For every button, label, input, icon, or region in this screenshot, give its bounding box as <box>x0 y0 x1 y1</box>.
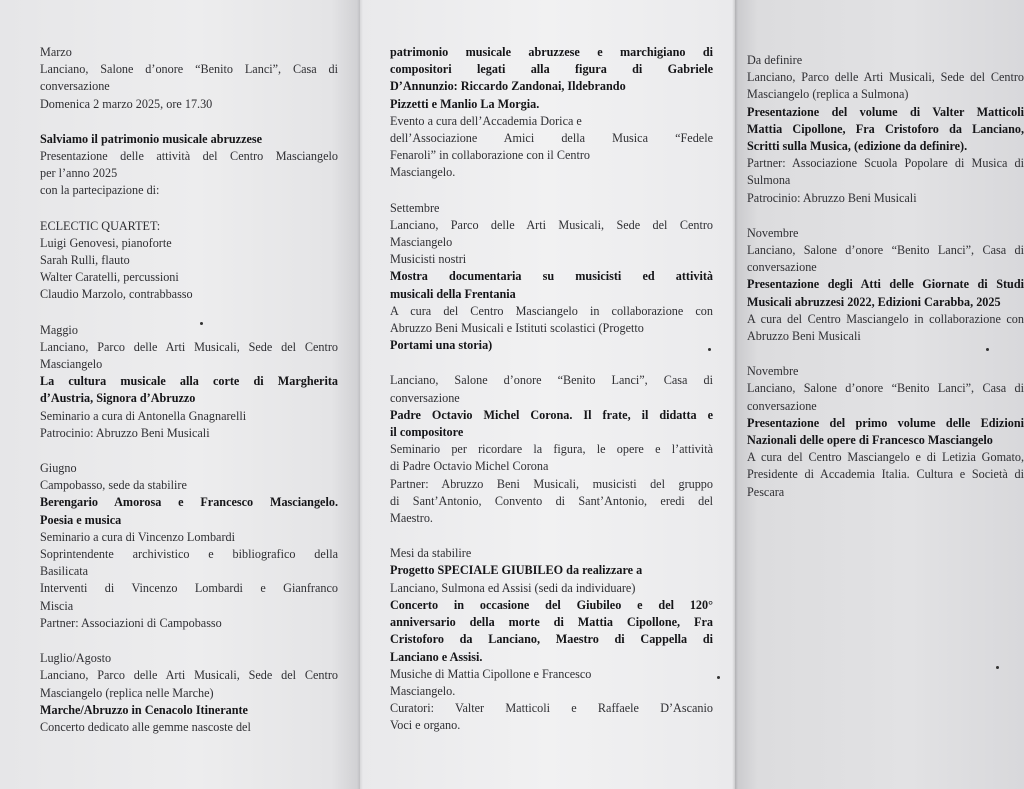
entry-title-line: Poesia e musica <box>40 512 122 527</box>
entry-text-line: Luigi Genovesi, pianoforte <box>40 235 172 250</box>
entry-text-line: Masciangelo (replica nelle Marche) <box>40 685 214 700</box>
entry-title-line: Presentazione del primo volume delle Edizioni <box>747 415 1024 430</box>
program-entry <box>390 200 713 355</box>
entry-text-line: Lanciano, Parco delle Arti Musicali, Sede del Centro <box>747 70 1024 85</box>
entry-text-line: Presidente di Accademia Italia. Cultura e Società di <box>747 467 1024 482</box>
entry-text-line: conversazione <box>390 390 460 405</box>
entry-text-line: di Sant’Antonio, Convento di Sant’Antonio, eredi del <box>390 493 713 508</box>
entry-text-line: Da definire <box>747 53 803 67</box>
entry-text-line: Sarah Rulli, flauto <box>40 253 130 268</box>
entry-text-line: Abruzzo Beni Musicali e Istituti scolastici (Progetto <box>390 321 644 336</box>
program-entry <box>40 650 338 736</box>
entry-text-line: Abruzzo Beni Musicali <box>747 329 861 344</box>
program-entry <box>40 218 338 304</box>
entry-text-line: Lanciano, Parco delle Arti Musicali, Sede del Centro <box>390 217 713 232</box>
entry-text-line: Patrocinio: Abruzzo Beni Musicali <box>40 425 210 440</box>
entry-text-line: Lanciano, Sulmona ed Assisi (sedi da individuare) <box>390 580 636 595</box>
entry-title-line: d’Austria, Signora d’Abruzzo <box>40 391 196 406</box>
entry-title-line: Progetto SPECIALE GIUBILEO da realizzare a <box>390 563 643 578</box>
program-entry <box>747 363 1024 501</box>
entry-text-line: Concerto dedicato alle gemme nascoste del <box>40 719 251 734</box>
fold-crease-left <box>357 0 363 789</box>
entry-title-line: La cultura musicale alla corte di Margherita <box>40 374 338 389</box>
entry-title-line: Mostra documentaria su musicisti ed attività <box>390 269 713 284</box>
program-entry <box>390 372 713 527</box>
entry-text-line: Lanciano, Salone d’onore “Benito Lanci”, Casa di <box>747 381 1024 396</box>
program-entry <box>390 545 713 734</box>
entry-text-line: Lanciano, Salone d’onore “Benito Lanci”, Casa di <box>747 243 1024 258</box>
entry-text-line: Novembre <box>747 364 799 379</box>
entry-text-line: A cura del Centro Masciangelo in collaborazione con <box>390 303 713 318</box>
program-entry <box>747 225 1024 345</box>
program-entry <box>747 52 1024 207</box>
paper-speck <box>708 348 711 351</box>
entry-text-line: A cura del Centro Masciangelo e di Letizia Gomato, <box>747 450 1024 465</box>
entry-text-line: conversazione <box>747 398 817 413</box>
entry-text-line: Masciangelo <box>390 235 453 250</box>
entry-text-line: A cura del Centro Masciangelo in collaborazione con <box>747 311 1024 326</box>
paper-speck <box>200 322 203 325</box>
entry-text-line: Masciangelo. <box>390 683 456 698</box>
entry-title-line: Salviamo il patrimonio musicale abruzzese <box>40 131 263 146</box>
entry-text-line: Campobasso, sede da stabilire <box>40 478 187 493</box>
entry-text-line: Giugno <box>40 461 77 476</box>
entry-text-line: Mesi da stabilire <box>390 546 472 561</box>
entry-text-line: Soprintendente archivistico e bibliografico della <box>40 547 338 562</box>
entry-text-line: Claudio Marzolo, contrabbasso <box>40 287 193 302</box>
entry-text-line: Partner: Abruzzo Beni Musicali, musicisti del gruppo <box>390 476 713 491</box>
entry-text-line: Seminario a cura di Antonella Gnagnarelli <box>40 408 247 423</box>
entry-text-line: Voci e organo. <box>390 718 461 733</box>
entry-text-line: Fenaroli” in collaborazione con il Centro <box>390 148 591 163</box>
entry-text-line: Marzo <box>40 45 72 59</box>
entry-text-line: Basilicata <box>40 564 89 579</box>
entry-text-line: Partner: Associazione Scuola Popolare di Musica di <box>747 156 1024 171</box>
entry-text-line: Pescara <box>747 484 785 499</box>
program-entry <box>40 322 338 442</box>
brochure-panel-center <box>360 0 735 789</box>
entry-text-line: Walter Caratelli, percussioni <box>40 270 179 285</box>
entry-text-line: Maggio <box>40 322 78 337</box>
entry-title-line: Cristoforo da Lanciano, Maestro di Cappella di <box>390 632 713 647</box>
entry-text-line: Musicisti nostri <box>390 252 467 267</box>
program-entry <box>390 44 713 182</box>
entry-text-line: Patrocinio: Abruzzo Beni Musicali <box>747 190 917 205</box>
entry-text-line: Presentazione delle attività del Centro Masciangelo <box>40 149 338 164</box>
paper-speck <box>996 666 999 669</box>
entry-text-line: Maestro. <box>390 511 433 526</box>
entry-title-line: Musicali abruzzesi 2022, Edizioni Carabba, 2025 <box>747 294 1001 309</box>
paper-speck <box>717 676 720 679</box>
entry-title-line: patrimonio musicale abruzzese e marchigiano di <box>390 45 713 59</box>
entry-text-line: Partner: Associazioni di Campobasso <box>40 615 222 630</box>
entry-title-line: anniversario della morte di Mattia Cipollone, Fra <box>390 615 713 630</box>
entry-title-line: Portami una storia) <box>390 338 493 353</box>
entry-title-line: Mattia Cipollone, Fra Cristoforo da Lanciano, <box>747 121 1024 136</box>
program-entry <box>40 44 338 113</box>
entry-text-line: Lanciano, Parco delle Arti Musicali, Sede del Centro <box>40 668 338 683</box>
entry-text-line: Seminario a cura di Vincenzo Lombardi <box>40 529 235 544</box>
fold-crease-right <box>732 0 738 789</box>
brochure-panel-right <box>735 0 1024 789</box>
entry-title-line: compositori legati alla figura di Gabriele <box>390 62 713 77</box>
entry-text-line: Masciangelo (replica a Sulmona) <box>747 87 909 102</box>
entry-text-line: Evento a cura dell’Accademia Dorica e <box>390 113 582 128</box>
program-entry <box>40 131 338 200</box>
paper-speck <box>986 348 989 351</box>
entry-text-line: Settembre <box>390 200 440 215</box>
entry-text-line: Lanciano, Parco delle Arti Musicali, Sede del Centro <box>40 339 338 354</box>
brochure-panel-left <box>0 0 360 789</box>
entry-title-line: Nazionali delle opere di Francesco Masciangelo <box>747 433 993 448</box>
entry-text-line: Novembre <box>747 225 799 240</box>
entry-text-line: con la partecipazione di: <box>40 183 160 198</box>
program-entry <box>40 460 338 632</box>
entry-text-line: per l’anno 2025 <box>40 166 118 181</box>
entry-title-line: il compositore <box>390 425 464 440</box>
entry-text-line: Miscia <box>40 598 74 613</box>
entry-text-line: Masciangelo. <box>390 165 456 180</box>
entry-text-line: conversazione <box>747 260 817 275</box>
entry-title-line: Padre Octavio Michel Corona. Il frate, il didatta e <box>390 407 713 422</box>
entry-title-line: Scritti sulla Musica, (edizione da definire). <box>747 139 968 154</box>
entry-title-line: Marche/Abruzzo in Cenacolo Itinerante <box>40 702 248 717</box>
entry-text-line: conversazione <box>40 79 110 94</box>
entry-text-line: di Padre Octavio Michel Corona <box>390 459 549 474</box>
entry-text-line: Luglio/Agosto <box>40 651 112 666</box>
entry-text-line: Lanciano, Salone d’onore “Benito Lanci”, Casa di <box>40 62 338 77</box>
entry-text-line: dell’Associazione Amici della Musica “Fedele <box>390 131 713 146</box>
entry-title-line: D’Annunzio: Riccardo Zandonai, Ildebrando <box>390 79 626 94</box>
entry-text-line: ECLECTIC QUARTET: <box>40 218 161 233</box>
entry-text-line: Musiche di Mattia Cipollone e Francesco <box>390 666 592 681</box>
entry-text-line: Domenica 2 marzo 2025, ore 17.30 <box>40 96 213 111</box>
entry-title-line: Lanciano e Assisi. <box>390 649 483 664</box>
entry-title-line: Pizzetti e Manlio La Morgia. <box>390 96 540 111</box>
entry-text-line: Curatori: Valter Matticoli e Raffaele D’Ascanio <box>390 701 713 716</box>
entry-text-line: Masciangelo <box>40 357 103 372</box>
entry-text-line: Sulmona <box>747 173 791 188</box>
entry-text-line: Interventi di Vincenzo Lombardi e Gianfranco <box>40 581 338 596</box>
entry-title-line: musicali della Frentania <box>390 286 516 301</box>
entry-title-line: Presentazione del volume di Valter Matticoli <box>747 104 1024 119</box>
entry-title-line: Presentazione degli Atti delle Giornate di Studi <box>747 277 1024 292</box>
entry-text-line: Lanciano, Salone d’onore “Benito Lanci”, Casa di <box>390 373 713 388</box>
entry-title-line: Berengario Amorosa e Francesco Masciangelo. <box>40 495 338 510</box>
entry-title-line: Concerto in occasione del Giubileo e del 120° <box>390 597 713 612</box>
entry-text-line: Seminario per ricordare la figura, le opere e l’attività <box>390 442 713 457</box>
